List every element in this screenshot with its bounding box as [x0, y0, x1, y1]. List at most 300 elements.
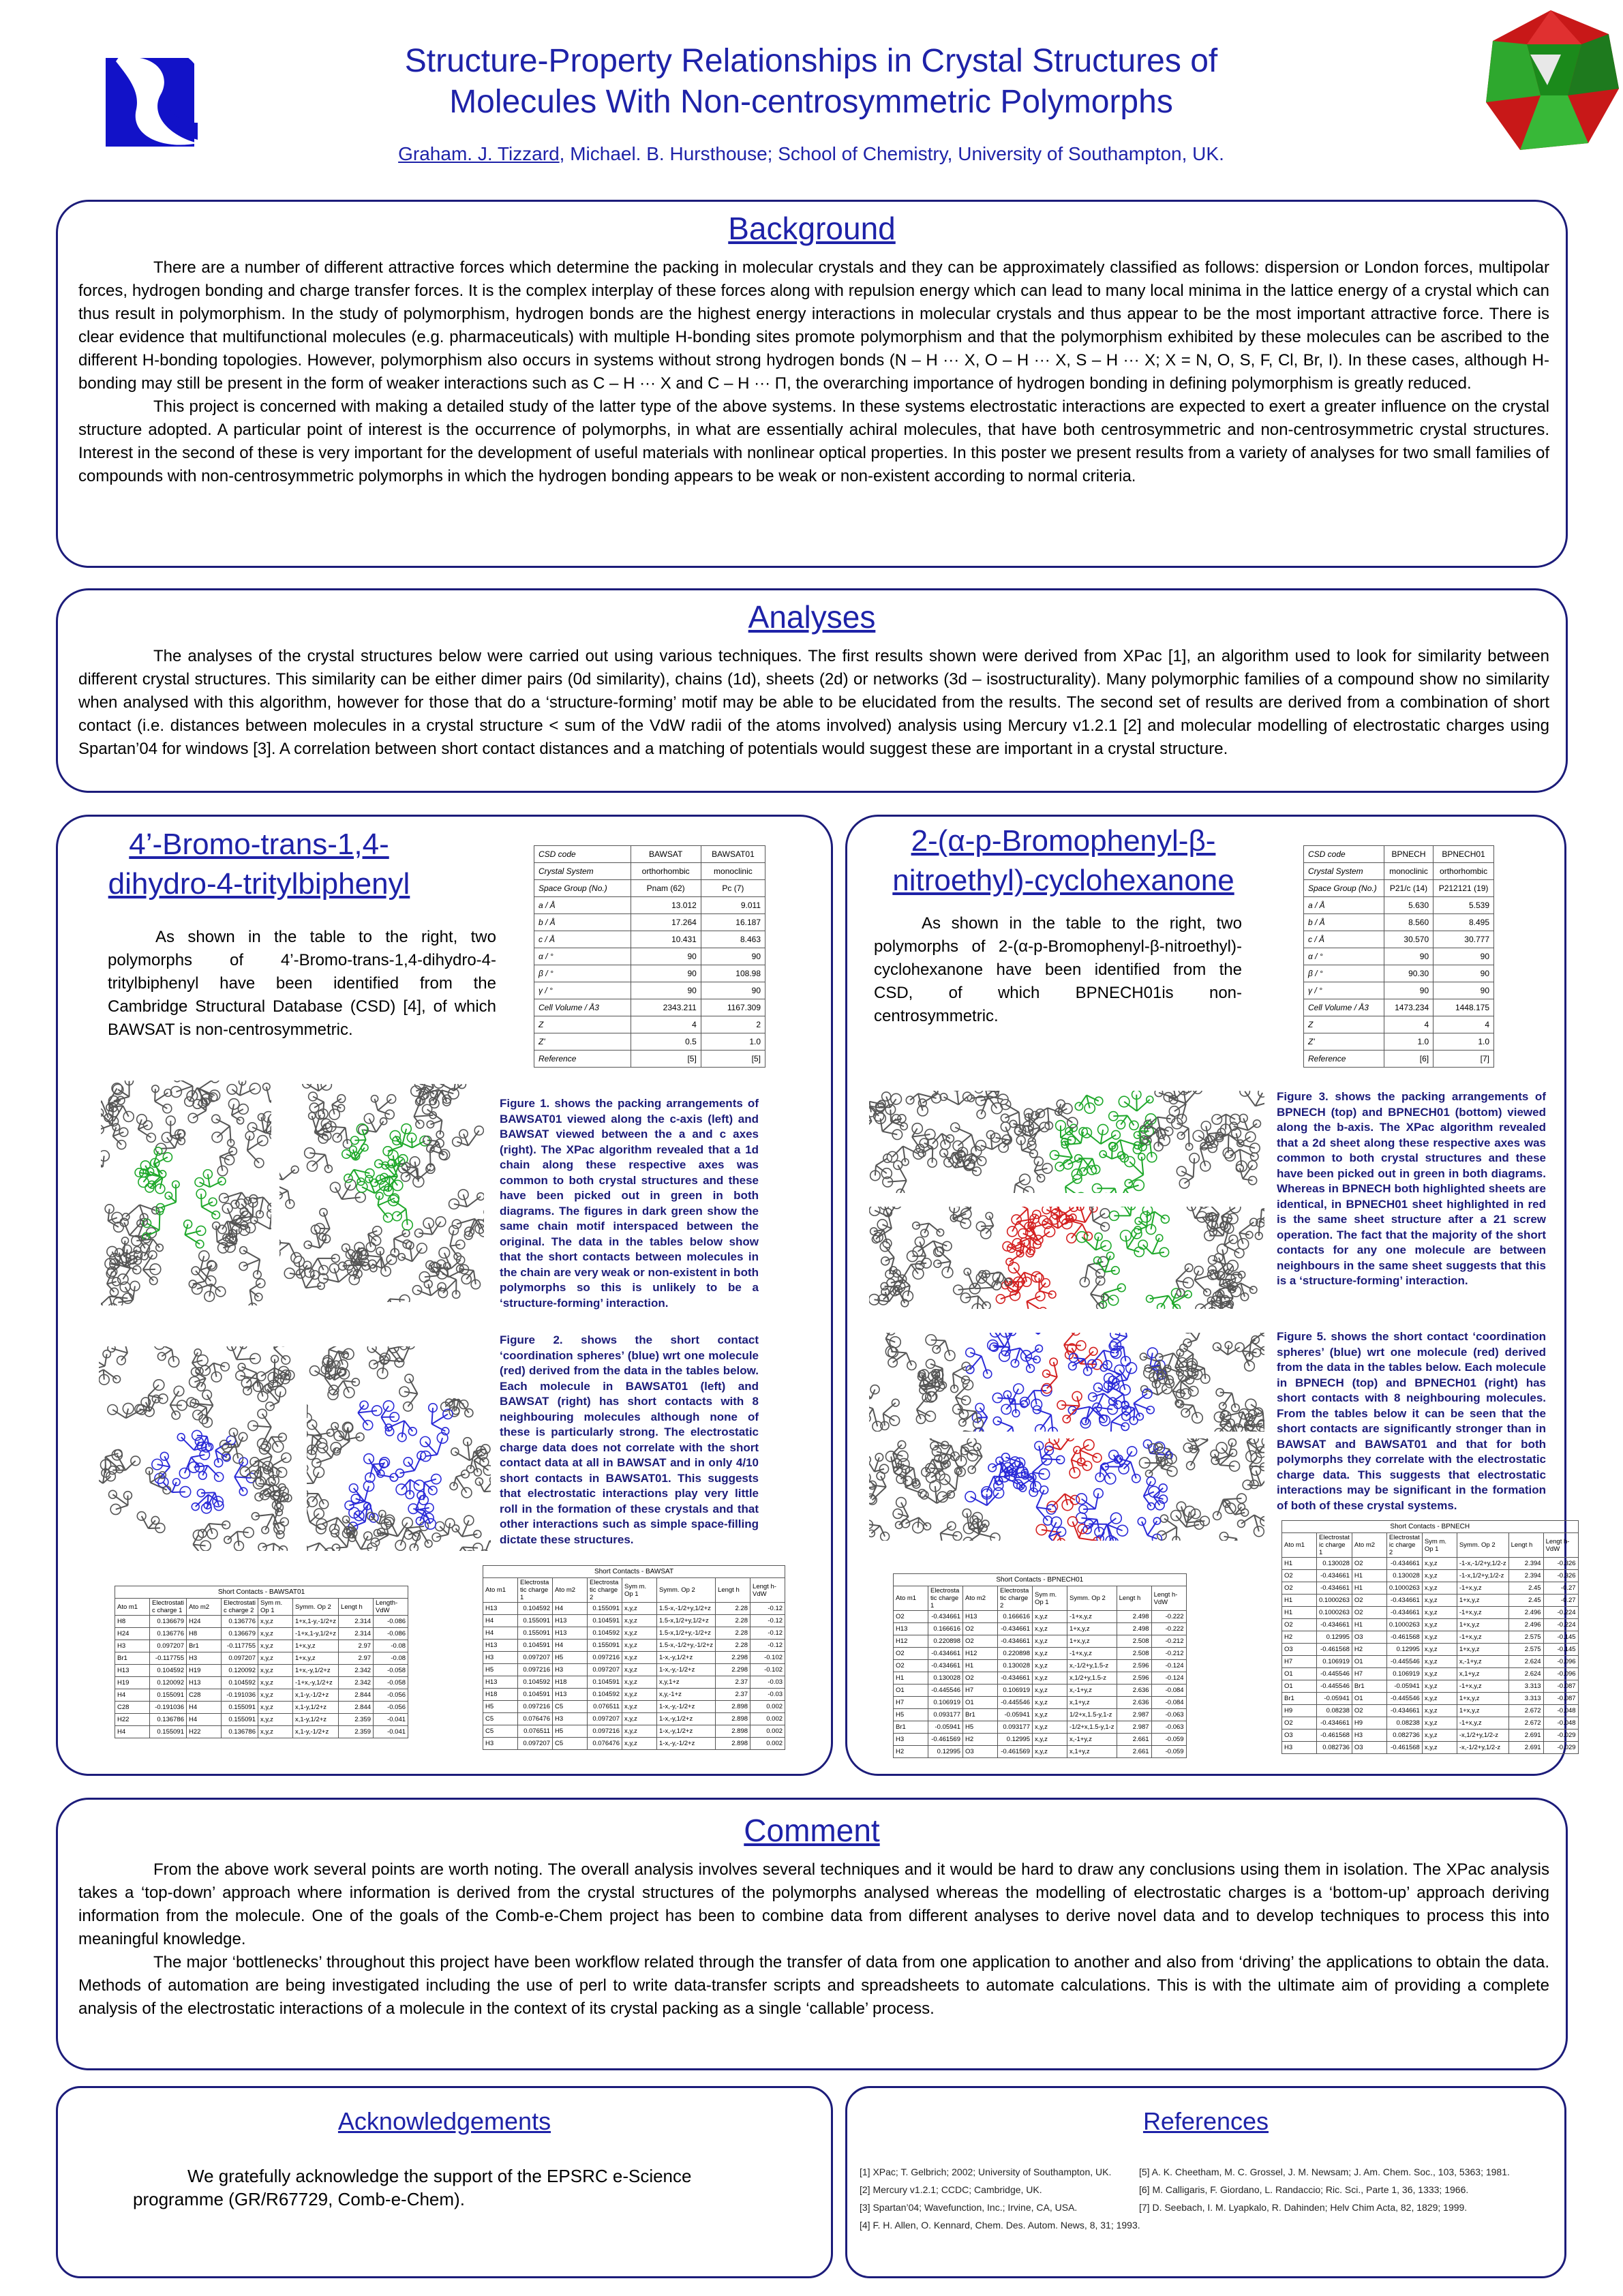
molecule	[412, 1280, 446, 1296]
bawsat01-packing-drawing	[101, 1081, 271, 1305]
background-panel	[56, 200, 1568, 568]
table-cell: 0.155091	[150, 1726, 187, 1738]
poster-title	[259, 41, 1363, 123]
bawsat-packing-figure	[279, 1084, 484, 1302]
table-row	[1282, 1656, 1579, 1668]
crystal-param-value: 90	[1434, 948, 1494, 965]
crystal-param-label: Cell Volume / Å3	[1304, 999, 1384, 1016]
table-cell: H3	[553, 1713, 588, 1725]
table-cell: H1	[1282, 1558, 1317, 1570]
molecule	[305, 1148, 333, 1173]
molecule	[453, 1543, 483, 1551]
table-row	[483, 1664, 785, 1676]
table-cell: 2.314	[339, 1616, 374, 1628]
short-contacts-column-header: Ato m2	[553, 1578, 588, 1603]
table-cell: H2	[963, 1734, 998, 1746]
analyses-panel	[56, 588, 1568, 793]
molecule	[926, 1335, 955, 1361]
molecule	[318, 1264, 358, 1284]
molecule	[371, 1520, 391, 1547]
table-cell: H13	[553, 1615, 588, 1627]
crystal-table-row	[534, 1051, 765, 1068]
molecule	[307, 1489, 329, 1509]
table-cell: 2.314	[339, 1628, 374, 1640]
crystal-param-value: 1.0	[701, 1033, 765, 1051]
molecule	[1035, 1441, 1065, 1464]
molecule	[258, 1543, 287, 1551]
bawsat-contacts-figure	[307, 1346, 491, 1551]
table-cell: 0.155091	[588, 1640, 622, 1652]
table-cell: -0.063	[1151, 1721, 1186, 1734]
table-cell: 3.313	[1508, 1680, 1543, 1693]
bawsat01-short-contacts-table	[115, 1586, 408, 1738]
table-cell: 2.496	[1508, 1607, 1543, 1619]
table-cell: x,1+y,z	[1457, 1668, 1508, 1680]
molecule	[452, 1515, 481, 1538]
molecule	[449, 1226, 465, 1260]
molecule	[1049, 1517, 1066, 1541]
bawsat-crystal-table	[534, 845, 765, 1068]
table-cell: 2.987	[1117, 1721, 1151, 1734]
molecule	[251, 1209, 271, 1230]
crystal-param-value: 13.012	[631, 897, 701, 914]
table-cell: -0.434661	[928, 1660, 963, 1672]
molecule	[391, 1230, 411, 1257]
table-row	[894, 1685, 1187, 1697]
table-cell: x,y,z	[622, 1725, 657, 1738]
table-row	[483, 1725, 785, 1738]
table-cell: x,y,z	[1422, 1729, 1457, 1742]
molecule	[1036, 1486, 1056, 1525]
table-row	[894, 1709, 1187, 1721]
table-cell: -0.086	[374, 1628, 408, 1640]
table-cell: 0.097207	[588, 1713, 622, 1725]
table-cell: 1-x,-y,1/2+z	[657, 1725, 716, 1738]
table-cell: 2.672	[1508, 1717, 1543, 1729]
molecule	[1138, 1517, 1162, 1541]
table-cell: H18	[553, 1676, 588, 1689]
table-cell: 0.097216	[588, 1652, 622, 1664]
table-cell: x,y,z	[258, 1714, 293, 1726]
molecule	[1082, 1124, 1121, 1144]
table-cell: x,y,z	[1422, 1595, 1457, 1607]
short-contacts-column-header: Lengt h-VdW	[750, 1578, 785, 1603]
crystal-table-row	[1304, 880, 1494, 897]
crystal-param-value: 4	[631, 1016, 701, 1033]
crystal-param-value: 16.187	[701, 914, 765, 931]
molecule	[1095, 1456, 1121, 1484]
molecule	[1157, 1515, 1180, 1541]
crystal-logo	[1479, 7, 1622, 157]
table-cell: H3	[483, 1738, 518, 1750]
table-cell: 0.136679	[150, 1616, 187, 1628]
table-row	[115, 1665, 408, 1677]
crystal-param-label: c / Å	[534, 931, 631, 948]
crystal-param-value: 4	[1384, 1016, 1433, 1033]
table-cell: H1	[1352, 1582, 1386, 1595]
table-cell: -0.041	[374, 1714, 408, 1726]
table-cell: x,1-y,1/2+z	[293, 1714, 339, 1726]
short-contacts-column-header: Symm. Op 2	[293, 1599, 339, 1616]
table-cell: -0.27	[1543, 1582, 1578, 1595]
crystal-param-value: monoclinic	[701, 863, 765, 880]
table-cell: -0.117755	[150, 1652, 187, 1665]
crystal-table-row	[1304, 897, 1494, 914]
bpnech-title-line-2: nitroethyl)-cyclohexanone	[892, 864, 1234, 897]
table-cell: -0.434661	[1386, 1558, 1422, 1570]
molecule	[423, 1104, 444, 1138]
table-cell: 1+x,-y,1/2+z	[293, 1665, 339, 1677]
crystal-param-value: 90	[701, 982, 765, 999]
molecule	[109, 1490, 132, 1514]
crystal-param-label: α / °	[534, 948, 631, 965]
crystal-param-label: Z	[1304, 1016, 1384, 1033]
table-cell: x,y,z	[622, 1689, 657, 1701]
table-cell: H7	[894, 1697, 928, 1709]
table-row	[483, 1603, 785, 1615]
molecule	[328, 1378, 359, 1400]
short-contacts-column-header: Ato m2	[963, 1586, 998, 1611]
molecule	[179, 1450, 209, 1479]
molecule	[279, 1178, 294, 1208]
table-cell: Br1	[187, 1640, 222, 1652]
short-contacts-column-header: Ato m1	[1282, 1533, 1317, 1558]
table-cell: x,y,z	[258, 1628, 293, 1640]
molecule	[170, 1386, 187, 1419]
table-cell: 0.104592	[150, 1665, 187, 1677]
crystal-param-value: 90	[631, 965, 701, 982]
table-cell: x,y,z	[1422, 1705, 1457, 1717]
molecule	[378, 1295, 410, 1302]
table-cell: 2.624	[1508, 1656, 1543, 1668]
table-cell: 2.898	[716, 1725, 750, 1738]
molecule	[1076, 1232, 1111, 1251]
table-cell: 0.12995	[1317, 1631, 1352, 1644]
table-cell: O2	[894, 1648, 928, 1660]
molecule	[184, 1220, 206, 1248]
table-cell: O2	[1352, 1607, 1386, 1619]
table-cell: C28	[187, 1689, 222, 1702]
table-cell: H9	[1352, 1717, 1386, 1729]
molecule	[190, 1390, 213, 1423]
table-cell: 2.508	[1117, 1648, 1151, 1660]
crystal-table-row	[1304, 1016, 1494, 1033]
molecule	[137, 1115, 156, 1143]
table-cell: 2.661	[1117, 1746, 1151, 1758]
molecule	[152, 1085, 172, 1113]
table-row	[1282, 1631, 1579, 1644]
table-cell: 1-x,-y,-1/2+z	[657, 1738, 716, 1750]
molecule	[263, 1083, 271, 1109]
background-paragraph-2: This project is concerned with making a detailed study of the latter type of the above systems. In these systems electrostatic interactions are expected to exert a greater influence on the crystal structure adopted. A particular point of interest is the occurrence of polymorphs, in what are essentially achiral molecules, that have both centrosymmetric and non-centrosymmetric crystal structures. Interest in the second of these is very important for the development of useful materials with nonlinear optical properties. In this poster we present results from a variety of analyses for two small families of compounds with non-centrosymmetric polymorphs in which the hydrogen bonding appears to be weak or non-existent according to normal criteria.	[78, 397, 1549, 485]
table-cell: x,y,z	[1422, 1668, 1457, 1680]
crystal-param-value: [5]	[701, 1051, 765, 1068]
crystal-table-row	[534, 880, 765, 897]
table-cell: 1.5-x,1/2+y,1/2+z	[657, 1615, 716, 1627]
table-cell: 2.987	[1117, 1709, 1151, 1721]
table-cell: 1-x,-y,1/2+z	[657, 1713, 716, 1725]
table-cell: H5	[963, 1721, 998, 1734]
table-cell: x,1-y,-1/2+z	[293, 1726, 339, 1738]
table-cell: x,y,z	[622, 1603, 657, 1615]
table-cell: H12	[963, 1648, 998, 1660]
bpnech-title-line-1: 2-(α-p-Bromophenyl-β-	[911, 824, 1216, 858]
table-cell: C5	[483, 1713, 518, 1725]
short-contacts-column-header: Lengt h	[716, 1578, 750, 1603]
table-cell: x,y,z	[622, 1627, 657, 1640]
molecule	[885, 1346, 916, 1370]
table-row	[1282, 1705, 1579, 1717]
table-cell: -1+x,y,z	[1067, 1611, 1117, 1623]
table-cell: -0.434661	[998, 1635, 1033, 1648]
table-cell: 0.136679	[222, 1628, 258, 1640]
references-panel	[845, 2086, 1566, 2278]
table-cell: 1+x,y,z	[1457, 1705, 1508, 1717]
molecule	[992, 1393, 1019, 1417]
table-cell: 0.155091	[518, 1615, 553, 1627]
table-cell: -1/2+x,1.5-y,1-z	[1067, 1721, 1117, 1734]
crystal-param-label: Z	[534, 1016, 631, 1033]
short-contacts-caption-row	[1282, 1521, 1579, 1533]
table-cell: H22	[115, 1714, 150, 1726]
table-cell: -1+x,y,z	[1457, 1631, 1508, 1644]
table-cell: -1+x,y,z	[1457, 1582, 1508, 1595]
molecule	[453, 1126, 484, 1147]
crystal-param-value: 8.495	[1434, 914, 1494, 931]
table-cell: H4	[115, 1689, 150, 1702]
short-contacts-column-header: Symm. Op 2	[1067, 1586, 1117, 1611]
table-cell: 0.106919	[1317, 1656, 1352, 1668]
table-cell: -0.434661	[1317, 1582, 1352, 1595]
crystal-table-row	[534, 914, 765, 931]
bpnech-packing-drawing	[869, 1091, 1264, 1193]
molecule	[1183, 1333, 1207, 1347]
table-row	[115, 1616, 408, 1628]
table-cell: O1	[1282, 1680, 1317, 1693]
table-cell: H3	[115, 1640, 150, 1652]
table-cell: 2.37	[716, 1676, 750, 1689]
table-cell: x,y,z	[1422, 1693, 1457, 1705]
table-row	[483, 1652, 785, 1664]
table-cell: 0.12995	[928, 1746, 963, 1758]
table-cell: -0.212	[1151, 1635, 1186, 1648]
molecule	[1212, 1114, 1241, 1134]
table-row	[115, 1652, 408, 1665]
crystal-param-value: orthorhombic	[631, 863, 701, 880]
table-cell: 2.672	[1508, 1705, 1543, 1717]
table-cell: 0.082736	[1317, 1742, 1352, 1754]
molecule	[881, 1399, 900, 1430]
table-cell: O2	[1352, 1558, 1386, 1570]
table-cell: 0.136786	[150, 1714, 187, 1726]
table-cell: x,y,z	[1422, 1656, 1457, 1668]
table-cell: 0.130028	[928, 1672, 963, 1685]
table-cell: Br1	[963, 1709, 998, 1721]
table-cell: 0.136786	[222, 1726, 258, 1738]
table-cell: -0.222	[1151, 1623, 1186, 1635]
molecule	[224, 1528, 254, 1551]
table-cell: 0.104591	[588, 1676, 622, 1689]
short-contacts-caption: Short Contacts - BAWSAT01	[115, 1586, 408, 1599]
table-cell: O3	[963, 1746, 998, 1758]
table-row	[894, 1660, 1187, 1672]
molecule	[284, 1256, 311, 1279]
bpnech-title	[862, 821, 1264, 901]
table-cell: H3	[187, 1652, 222, 1665]
table-cell: x,y,z	[622, 1701, 657, 1713]
table-cell: x,y,z	[258, 1616, 293, 1628]
table-cell: 1+x,y,z	[1067, 1635, 1117, 1648]
molecule	[378, 1515, 413, 1537]
molecule	[376, 1192, 399, 1222]
table-cell: 2.342	[339, 1677, 374, 1689]
table-row	[1282, 1693, 1579, 1705]
molecule	[1155, 1091, 1193, 1098]
molecule	[1010, 1108, 1044, 1128]
table-cell: 2.28	[716, 1603, 750, 1615]
table-cell: -0.08	[374, 1640, 408, 1652]
table-cell: 2.498	[1117, 1623, 1151, 1635]
molecule	[1034, 1157, 1052, 1182]
table-cell: O2	[1282, 1717, 1317, 1729]
table-cell: H4	[187, 1702, 222, 1714]
molecule	[1219, 1532, 1241, 1541]
table-cell: C5	[483, 1725, 518, 1738]
molecule	[940, 1091, 972, 1105]
table-cell: -0.434661	[1317, 1570, 1352, 1582]
crystal-param-value: 108.98	[701, 965, 765, 982]
table-cell: O2	[963, 1623, 998, 1635]
table-cell: 2.394	[1508, 1558, 1543, 1570]
table-cell: x,y,z	[1422, 1607, 1457, 1619]
table-cell: 0.155091	[150, 1689, 187, 1702]
crystal-table-row	[534, 863, 765, 880]
table-cell: 0.104592	[518, 1676, 553, 1689]
short-contacts-header-row	[1282, 1533, 1579, 1558]
molecule	[1153, 1484, 1167, 1510]
table-cell: O2	[1352, 1595, 1386, 1607]
table-cell: 0.130028	[1386, 1570, 1422, 1582]
molecule	[1240, 1091, 1264, 1106]
table-cell: 0.106919	[1386, 1668, 1422, 1680]
table-cell: H1	[1352, 1619, 1386, 1631]
crystal-table-row	[1304, 965, 1494, 982]
table-cell: x,y,z	[622, 1652, 657, 1664]
crystal-param-label: γ / °	[1304, 982, 1384, 999]
university-logo	[102, 20, 204, 157]
table-row	[1282, 1644, 1579, 1656]
figure-5-caption	[1277, 1329, 1546, 1513]
crystal-param-label: Z'	[1304, 1033, 1384, 1051]
molecule	[1076, 1489, 1103, 1513]
table-row	[483, 1701, 785, 1713]
crystal-table-row	[1304, 846, 1494, 863]
table-cell: -0.461569	[928, 1734, 963, 1746]
table-cell: 0.076511	[588, 1701, 622, 1713]
molecule	[99, 1350, 110, 1376]
table-cell: 1+x,y,z	[1457, 1619, 1508, 1631]
short-contacts-column-header: Electrosta tic charge 1	[928, 1586, 963, 1611]
molecule	[396, 1479, 425, 1498]
table-cell: 2.636	[1117, 1685, 1151, 1697]
table-cell: -0.058	[374, 1665, 408, 1677]
table-cell: -0.461568	[1317, 1729, 1352, 1742]
short-contacts-column-header: Lengt h	[1508, 1533, 1543, 1558]
table-cell: -0.03	[750, 1676, 785, 1689]
crystal-param-value: 90	[1434, 965, 1494, 982]
molecule	[1109, 1342, 1130, 1366]
molecule	[976, 1212, 993, 1239]
table-cell: -0.056	[374, 1689, 408, 1702]
table-cell: H13	[483, 1640, 518, 1652]
table-cell: 0.002	[750, 1725, 785, 1738]
reference-item: [1] XPac; T. Gelbrich; 2002; University of Southampton, UK.	[860, 2166, 1112, 2177]
crystal-param-value: 17.264	[631, 914, 701, 931]
table-cell: 2.45	[1508, 1582, 1543, 1595]
short-contacts-column-header: Ato m1	[483, 1578, 518, 1603]
crystal-param-value: 5.630	[1384, 897, 1433, 914]
table-cell: H8	[187, 1628, 222, 1640]
table-cell: 1+x,y,z	[1457, 1595, 1508, 1607]
molecule	[1109, 1112, 1138, 1130]
table-cell: 2.691	[1508, 1729, 1543, 1742]
background-title: Background	[728, 211, 896, 246]
bawsat01-packing-figure	[101, 1081, 271, 1305]
table-cell: 0.08238	[1386, 1717, 1422, 1729]
molecule	[919, 1091, 943, 1107]
bawsat-intro: As shown in the table to the right, two polymorphs of 4’-Bromo-trans-1,4-dihydro-4-tritylbiphenyl have been identified from the Cambridge Structural Database (CSD) [4], of which BAWSAT is non-centrosymmetric.	[108, 928, 496, 1039]
molecule	[449, 1190, 484, 1209]
table-cell: -0.124	[1151, 1672, 1186, 1685]
table-cell: x,y,-1+z	[657, 1689, 716, 1701]
table-cell: 0.136776	[150, 1628, 187, 1640]
table-cell: 0.155091	[222, 1702, 258, 1714]
table-cell: 0.155091	[518, 1627, 553, 1640]
table-row	[894, 1672, 1187, 1685]
table-cell: 1+x,y,z	[1457, 1693, 1508, 1705]
table-cell: x,y,z	[1422, 1582, 1457, 1595]
molecule	[212, 1115, 234, 1146]
table-cell: H1	[1282, 1595, 1317, 1607]
crystal-table-row	[1304, 931, 1494, 948]
table-cell: 2.508	[1117, 1635, 1151, 1648]
molecule	[219, 1192, 252, 1208]
crystal-param-label: Space Group (No.)	[1304, 880, 1384, 897]
table-cell: -1+x,y,z	[1457, 1717, 1508, 1729]
table-cell: 2.496	[1508, 1619, 1543, 1631]
table-cell: -0.191036	[150, 1702, 187, 1714]
table-cell: -0.048	[1543, 1717, 1578, 1729]
crystal-param-value: 90	[631, 948, 701, 965]
table-row	[1282, 1717, 1579, 1729]
table-cell: x,y,z	[1033, 1611, 1067, 1623]
molecule	[279, 1239, 301, 1263]
table-cell: 2.898	[716, 1701, 750, 1713]
table-cell: x,y,z	[258, 1726, 293, 1738]
table-cell: x,y,z	[1422, 1680, 1457, 1693]
short-contacts-column-header: Sym m. Op 1	[258, 1599, 293, 1616]
table-cell: H3	[483, 1652, 518, 1664]
table-cell: O3	[1352, 1742, 1386, 1754]
table-cell: 2.28	[716, 1627, 750, 1640]
crystal-param-label: Crystal System	[534, 863, 631, 880]
table-cell: x,y,z	[1033, 1648, 1067, 1660]
figure-3-label: Figure 3.	[1277, 1090, 1329, 1103]
molecule	[1138, 1235, 1169, 1257]
molecule	[108, 1450, 140, 1475]
table-cell: -0.12	[750, 1615, 785, 1627]
table-cell: H5	[483, 1664, 518, 1676]
